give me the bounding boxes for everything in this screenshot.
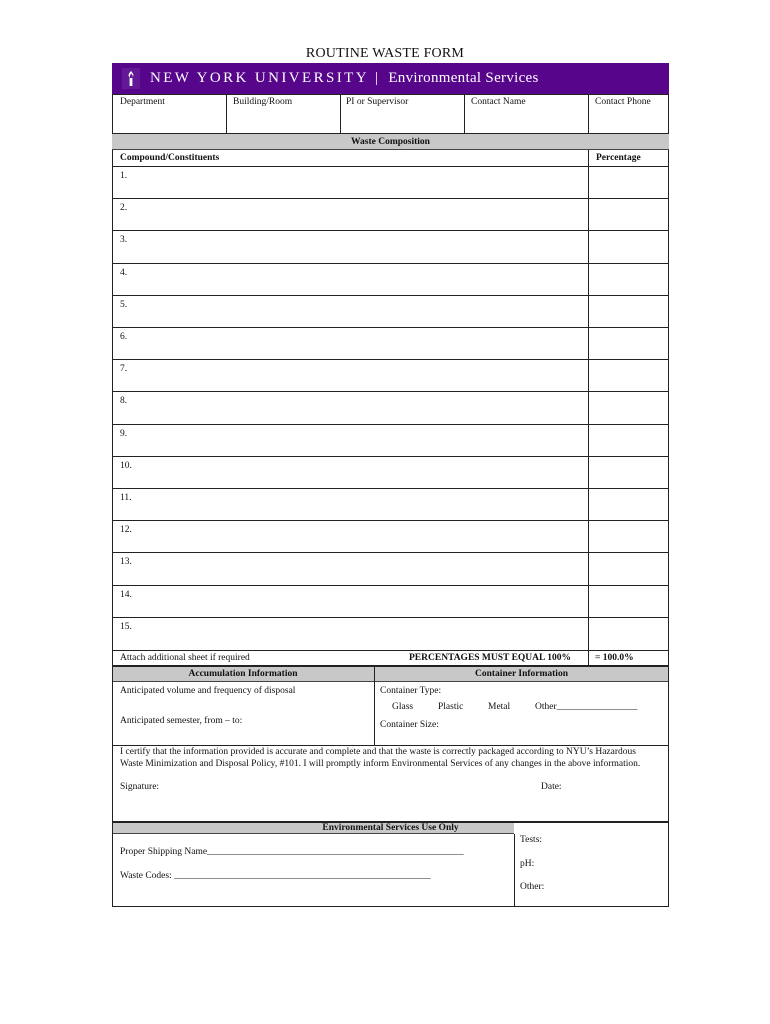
percentage-cell-15[interactable] [589,618,668,649]
container-option-plastic[interactable]: Plastic [438,702,464,712]
banner-separator: | [374,70,381,86]
percentage-column-header: Percentage [596,153,641,163]
building-room-field[interactable]: Building/Room [233,97,293,107]
waste-codes-field[interactable]: Waste Codes: ______________________________________________________ [120,871,431,881]
container-option-metal[interactable]: Metal [488,702,511,712]
percentage-total: = 100.0% [595,653,634,663]
certification-text: I certify that the information provided is accurate and complete and that the waste is correctly packaged according to NYU’s Hazardous Waste Minimization and Disposal Policy, #101. I will promptly inform Environmental Services of any changes in the above information. [120,747,641,769]
container-type-label: Container Type: [380,686,442,696]
waste-composition-heading: Waste Composition [351,137,430,147]
compound-row-11[interactable]: 11. [120,493,132,503]
row-divider [112,166,669,167]
attach-note: Attach additional sheet if required [120,653,250,663]
compound-column-header: Compound/Constituents [120,153,220,163]
container-heading: Container Information [475,669,568,679]
contact-name-field[interactable]: Contact Name [471,97,526,107]
percentage-cell-5[interactable] [589,296,668,327]
percentage-cell-7[interactable] [589,360,668,391]
container-option-other[interactable]: Other_________________ [535,702,638,712]
compound-row-13[interactable]: 13. [120,557,132,567]
form-title: ROUTINE WASTE FORM [305,46,465,61]
percentage-cell-11[interactable] [589,489,668,520]
row-divider [112,488,669,489]
other-field[interactable]: Other: [520,882,545,892]
date-field[interactable]: Date: [541,782,562,792]
container-size-field[interactable]: Container Size: [380,720,439,730]
row-divider [112,520,669,521]
row-divider [112,617,669,618]
percentage-cell-10[interactable] [589,457,668,488]
compound-row-4[interactable]: 4. [120,268,128,278]
es-use-heading: Environmental Services Use Only [322,823,459,833]
percentage-cell-8[interactable] [589,392,668,423]
compound-row-2[interactable]: 2. [120,203,128,213]
compound-row-12[interactable]: 12. [120,525,132,535]
compound-row-10[interactable]: 10. [120,461,132,471]
row-divider [112,327,669,328]
ph-field[interactable]: pH: [520,859,535,869]
signature-field[interactable]: Signature: [120,782,160,792]
percentage-cell-12[interactable] [589,521,668,552]
percentage-cell-6[interactable] [589,328,668,359]
percentage-cell-9[interactable] [589,425,668,456]
es-use-section [112,822,669,907]
percentage-cell-1[interactable] [589,167,668,198]
percentage-cell-4[interactable] [589,264,668,295]
row-divider [112,391,669,392]
department-field[interactable]: Department [120,97,165,107]
compound-row-1[interactable]: 1. [120,171,128,181]
percentage-cell-2[interactable] [589,199,668,230]
row-divider [112,230,669,231]
department-name: Environmental Services [388,70,539,86]
accumulation-heading: Accumulation Information [188,669,298,679]
waste-composition-section [112,134,669,666]
row-divider [112,295,669,296]
torch-icon [122,68,140,89]
pi-supervisor-field[interactable]: PI or Supervisor [346,97,409,107]
banner-text [150,70,539,87]
compound-row-6[interactable]: 6. [120,332,128,342]
contact-phone-field[interactable]: Contact Phone [595,97,651,107]
percentage-cell-14[interactable] [589,586,668,617]
percentage-cell-13[interactable] [589,553,668,584]
row-divider [112,198,669,199]
anticipated-volume-field[interactable]: Anticipated volume and frequency of disposal [120,686,296,696]
row-divider [112,456,669,457]
compound-row-14[interactable]: 14. [120,590,132,600]
row-divider [112,552,669,553]
compound-row-7[interactable]: 7. [120,364,128,374]
compound-row-5[interactable]: 5. [120,300,128,310]
compound-row-9[interactable]: 9. [120,429,128,439]
compound-row-3[interactable]: 3. [120,235,128,245]
row-divider [112,359,669,360]
row-divider [112,585,669,586]
compound-row-8[interactable]: 8. [120,396,128,406]
container-option-glass[interactable]: Glass [392,702,414,712]
institution-name: NEW YORK UNIVERSITY [150,70,369,86]
compound-row-15[interactable]: 15. [120,622,132,632]
row-divider [112,263,669,264]
percentage-cell-3[interactable] [589,231,668,262]
percentages-must-equal: PERCENTAGES MUST EQUAL 100% [409,653,571,663]
nyu-banner [112,63,669,94]
row-divider [112,424,669,425]
anticipated-semester-field[interactable]: Anticipated semester, from – to: [120,716,243,726]
tests-field[interactable]: Tests: [520,835,543,845]
proper-shipping-name-field[interactable]: Proper Shipping Name______________________________________________________ [120,847,464,857]
